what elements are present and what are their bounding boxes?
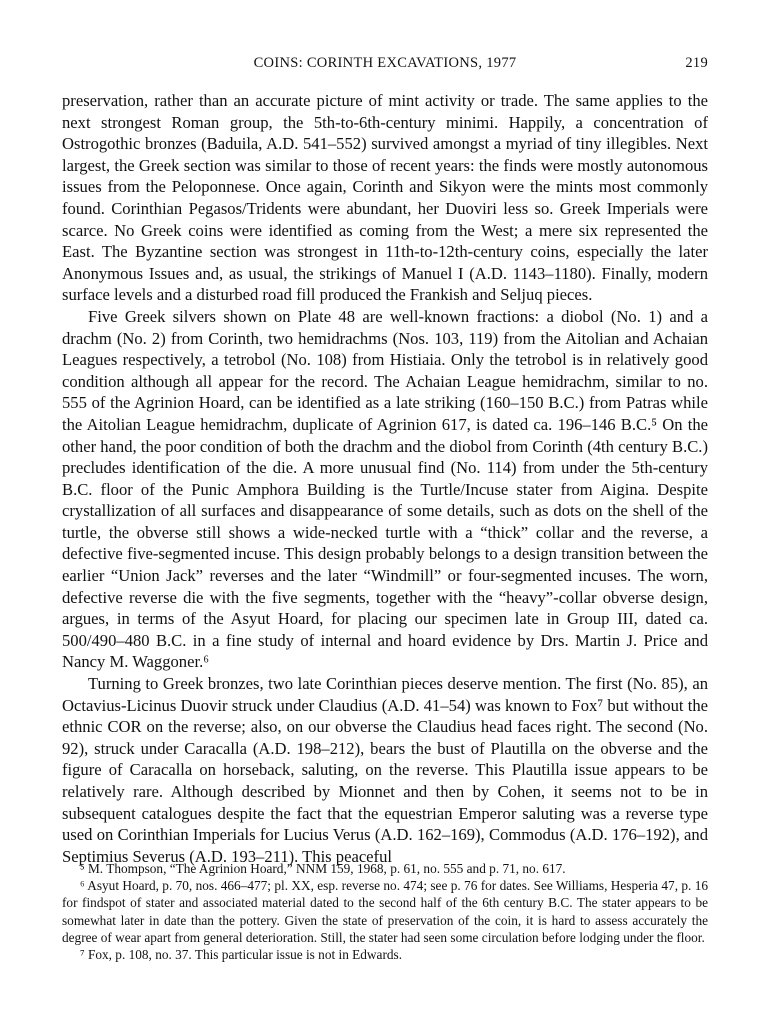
page-number: 219 xyxy=(685,55,708,71)
footnote-7: ⁷ Fox, p. 108, no. 37. This particular issue is not in Edwards. xyxy=(80,947,403,963)
running-header xyxy=(62,55,708,77)
paragraph-greek-silvers: Five Greek silvers shown on Plate 48 are well-known fractions: a diobol (No. 1) and a drachm (No. 2) from Corinth, two hemidrachms (Nos. 103, 119) from the Aitolian and Achaian Leagues respectively, a tetrobol (No. 108) from Histiaia. Only the tetrobol is in relatively good condition although all appear for the record. The Achaian League hemidrachm, similar to no. 555 of the Agrinion Hoard, can be identified as a late striking (160–150 B.C.) from Patras while the Aitolian League hemidrachm, duplicate of Agrinion 617, is dated ca. 196–146 B.C.⁵ On the other hand, the poor condition of both the drachm and the diobol from Corinth (4th century B.C.) precludes identification of the die. A more unusual find (No. 114) from under the 5th-century B.C. floor of the Punic Amphora Building is the Turtle/Incuse stater from Aigina. Despite crystallization of all surfaces and disappearance of some details, such as dots on the shell of the turtle, the obverse still shows a wide-necked turtle with a “thick” collar and the reverse, a defective five-segmented incuse. This design probably belongs to a design transition between the earlier “Union Jack” reverses and the later “Windmill” or four-segmented incuses. The worn, defective reverse die with the five segments, together with the “heavy”-collar obverse design, argues, in terms of the Asyut Hoard, for placing our specimen late in Group III, dated ca. 500/490–480 B.C. in a fine study of internal and hoard evidence by Drs. Martin J. Price and Nancy M. Waggoner.⁶ xyxy=(62,306,708,672)
footnote-6: ⁶ Asyut Hoard, p. 70, nos. 466–477; pl. XX, esp. reverse no. 474; see p. 76 for dates. See Williams, Hesperia 47, p. 16 for findspot of stater and associated material dated to the second half of the 6th century B.C. The stater appears to be somewhat later in date than the pottery. Given the state of preservation of the coin, it is hard to assess accurately the degree of wear apart from general deterioration. Still, the stater had seen some circulation before lodging under the floor. xyxy=(62,878,708,945)
running-title: COINS: CORINTH EXCAVATIONS, 1977 xyxy=(253,55,517,71)
paragraph-continued: preservation, rather than an accurate picture of mint activity or trade. The same applies to the next strongest Roman group, the 5th-to-6th-century minimi. Happily, a concentration of Ostrogothic bronzes (Baduila, A.D. 541–552) survived amongst a myriad of tiny illegibles. Next largest, the Greek section was similar to those of recent years: the finds were mostly autonomous issues from the Peloponnese. Once again, Corinth and Sikyon were the mints most commonly found. Corinthian Pegasos/Tridents were abundant, her Duoviri less so. Greek Imperials were scarce. No Greek coins were identified as coming from the West; a mere six represented the East. The Byzantine section was strongest in 11th-to-12th-century coins, especially the later Anonymous Issues and, as usual, the strikings of Manuel I (A.D. 1143–1180). Finally, modern surface levels and a disturbed road fill produced the Frankish and Seljuq pieces. xyxy=(62,91,708,305)
body-text xyxy=(62,90,708,867)
paragraph-greek-bronzes: Turning to Greek bronzes, two late Corinthian pieces deserve mention. The first (No. 85), an Octavius-Licinus Duovir struck under Claudius (A.D. 41–54) was known to Fox⁷ but without the ethnic COR on the reverse; also, on our obverse the Claudius head faces right. The second (No. 92), struck under Caracalla (A.D. 198–212), bears the bust of Plautilla on the obverse and the figure of Caracalla on horseback, saluting, on the reverse. This Plautilla issue appears to be relatively rare. Although described by Mionnet and then by Cohen, it seems not to be in subsequent catalogues despite the fact that the equestrian Emperor saluting was a reverse type used on Corinthian Imperials for Lucius Verus (A.D. 162–169), Commodus (A.D. 176–192), and Septimius Severus (A.D. 193–211). This peaceful xyxy=(62,674,708,866)
footnote-5: ⁵ M. Thompson, “The Agrinion Hoard,” NNM 159, 1968, p. 61, no. 555 and p. 71, no. 617. xyxy=(80,861,566,876)
footnotes xyxy=(62,860,708,963)
